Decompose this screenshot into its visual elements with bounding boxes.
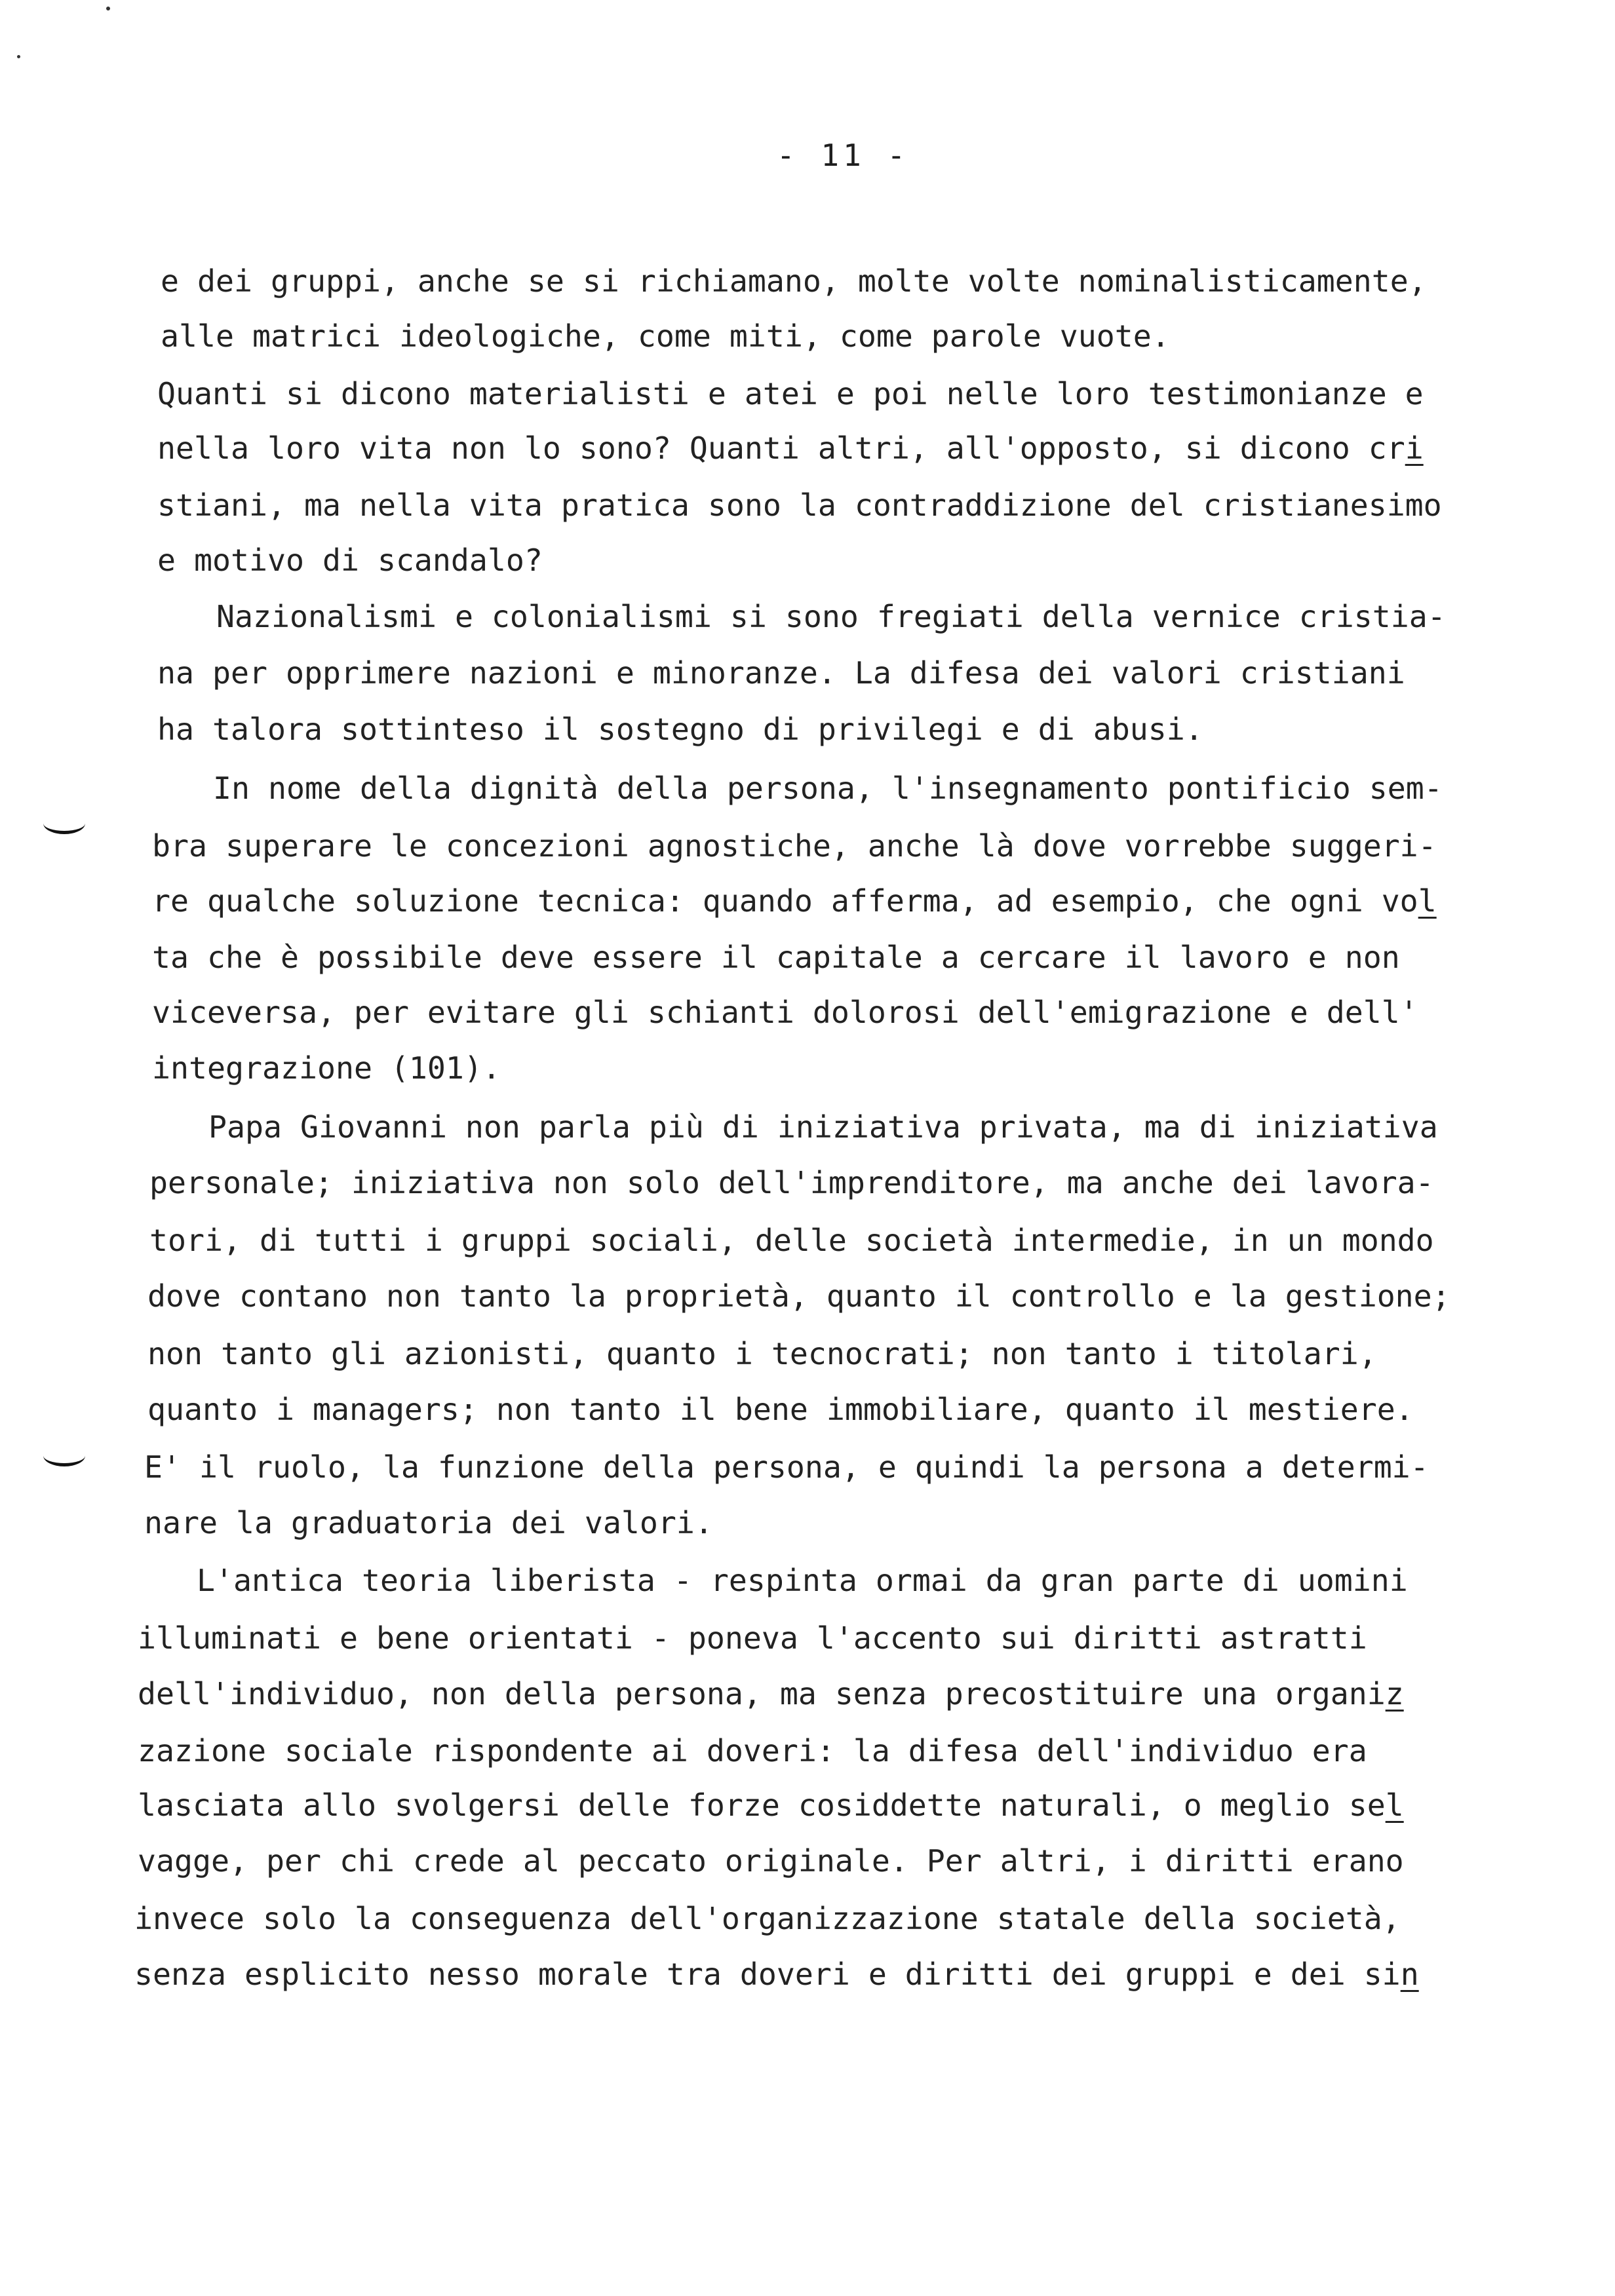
text-line	[144, 1449, 1429, 1485]
line-text: nare la graduatoria dei valori.	[144, 1505, 713, 1540]
line-text: tori, di tutti i gruppi sociali, delle società intermedie, in un mondo	[149, 1223, 1434, 1258]
line-text: non tanto gli azionisti, quanto i tecnocrati; non tanto i titolari,	[147, 1336, 1377, 1371]
text-line	[213, 773, 1443, 804]
line-text: Quanti si dicono materialisti e atei e poi nelle loro testimonianze e	[157, 376, 1424, 411]
line-text: dove contano non tanto la proprietà, quanto il controllo e la gestione;	[147, 1278, 1450, 1314]
underlined-hyphen-fragment: n	[1400, 1957, 1419, 1992]
text-line	[138, 1843, 1404, 1879]
line-text: nella loro vita non lo sono? Quanti altri, all'opposto, si dicono cr	[157, 430, 1405, 466]
text-line	[134, 1959, 1419, 1990]
text-line	[152, 828, 1437, 864]
line-text: senza esplicito nesso morale tra doveri e diritti dei gruppi e dei si	[134, 1957, 1401, 1992]
line-text: personale; iniziativa non solo dell'imprenditore, ma anche dei lavora-	[149, 1165, 1434, 1200]
text-line	[157, 714, 1203, 745]
text-line	[152, 942, 1400, 973]
text-line	[152, 997, 1418, 1028]
text-line	[147, 1394, 1414, 1425]
text-line	[161, 318, 1170, 354]
line-text: zazione sociale rispondente ai doveri: la difesa dell'individuo era	[138, 1733, 1367, 1769]
text-line	[152, 883, 1437, 919]
line-text: stiani, ma nella vita pratica sono la contraddizione del cristianesimo	[157, 488, 1442, 523]
margin-mark-top	[43, 813, 85, 834]
text-line	[216, 599, 1446, 634]
line-text: L'antica teoria liberista - respinta ormai da gran parte di uomini	[197, 1563, 1408, 1598]
line-text: Nazionalismi e colonialismi si sono fregiati della vernice cristia-	[216, 599, 1446, 634]
line-text: In nome della dignità della persona, l'insegnamento pontificio sem-	[213, 771, 1443, 806]
line-text: bra superare le concezioni agnostiche, anche là dove vorrebbe suggeri-	[152, 828, 1437, 864]
line-text: viceversa, per evitare gli schianti dolorosi dell'emigrazione e dell'	[152, 995, 1418, 1030]
text-line	[138, 1733, 1367, 1769]
text-line	[147, 1278, 1450, 1314]
underlined-hyphen-fragment: z	[1385, 1676, 1404, 1712]
text-line	[138, 1676, 1404, 1712]
text-line	[149, 1225, 1434, 1256]
text-line	[208, 1109, 1438, 1145]
line-text: re qualche soluzione tecnica: quando afferma, ad esempio, che ogni vo	[152, 883, 1418, 919]
scan-speck	[106, 7, 110, 10]
text-line	[197, 1565, 1408, 1596]
underlined-hyphen-fragment: l	[1418, 883, 1437, 919]
line-text: E' il ruolo, la funzione della persona, e quindi la persona a determi-	[144, 1449, 1429, 1485]
line-text: dell'individuo, non della persona, ma senza precostituire una organi	[138, 1676, 1386, 1712]
text-line	[147, 1336, 1377, 1371]
line-text: e dei gruppi, anche se si richiamano, molte volte nominalisticamente,	[161, 263, 1427, 299]
text-line	[138, 1620, 1367, 1656]
line-text: na per opprimere nazioni e minoranze. La difesa dei valori cristiani	[157, 655, 1405, 691]
line-text: Papa Giovanni non parla più di iniziativa privata, ma di iniziativa	[208, 1109, 1438, 1145]
line-text: vagge, per chi crede al peccato originale. Per altri, i diritti erano	[138, 1843, 1404, 1879]
text-line	[157, 376, 1424, 411]
page-number: - 11 -	[777, 138, 910, 173]
scan-speck	[17, 55, 20, 58]
line-text: illuminati e bene orientati - poneva l'accento sui diritti astratti	[138, 1620, 1367, 1656]
text-line	[157, 545, 543, 576]
text-line	[144, 1505, 713, 1540]
text-line	[134, 1901, 1401, 1936]
line-text: e motivo di scandalo?	[157, 543, 543, 578]
text-line	[152, 1050, 501, 1086]
underlined-hyphen-fragment: l	[1385, 1788, 1404, 1823]
underlined-hyphen-fragment: i	[1405, 430, 1424, 466]
line-text: quanto i managers; non tanto il bene immobiliare, quanto il mestiere.	[147, 1392, 1414, 1427]
line-text: lasciata allo svolgersi delle forze cosiddette naturali, o meglio se	[138, 1788, 1386, 1823]
line-text: alle matrici ideologiche, come miti, come parole vuote.	[161, 318, 1170, 354]
line-text: ta che è possibile deve essere il capitale a cercare il lavoro e non	[152, 940, 1400, 975]
text-line	[149, 1165, 1434, 1200]
text-line	[161, 263, 1427, 299]
text-line	[157, 490, 1442, 521]
line-text: ha talora sottinteso il sostegno di privilegi e di abusi.	[157, 712, 1203, 747]
line-text: invece solo la conseguenza dell'organizzazione statale della società,	[134, 1901, 1401, 1936]
text-line	[157, 655, 1405, 691]
margin-mark-bottom	[43, 1445, 85, 1466]
line-text: integrazione (101).	[152, 1050, 501, 1086]
text-line	[157, 430, 1424, 466]
text-line	[138, 1790, 1404, 1821]
